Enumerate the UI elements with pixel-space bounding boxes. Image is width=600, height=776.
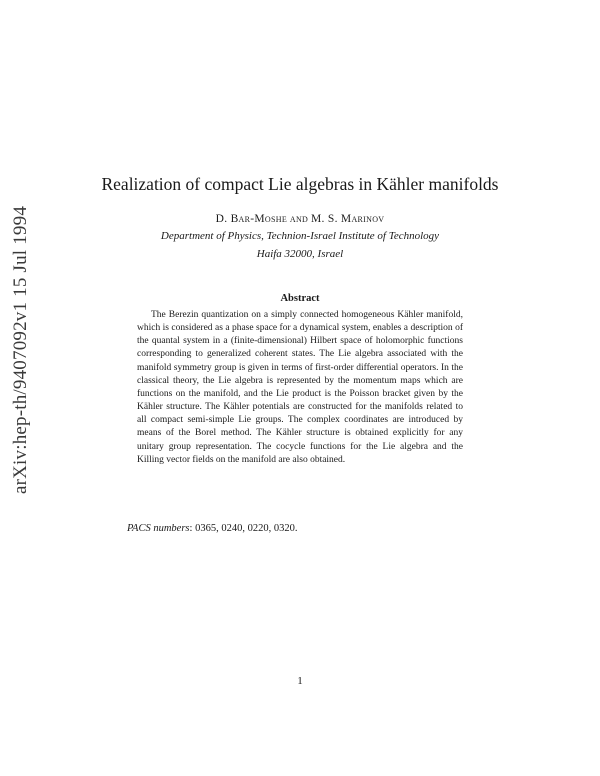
abstract-body: The Berezin quantization on a simply connected homogeneous Kähler manifold, which is considered as a phase space for a dynamical system, enables a description of the quantal system in a (finite-dimensional) Hilbert space of holomorphic functions corresponding to generalized coherent states. The Lie algebra associated with the manifold symmetry group is given in terms of first-order differential operators. In the classical theory, the Lie algebra is represented by the momentum maps which are functions on the manifold, and the Lie product is the Poisson bracket given by the Kähler structure. The Kähler potentials are constructed for the manifolds related to all compact semi-simple Lie groups. The complex coordinates are introduced by means of the Borel method. The Kähler structure is obtained explicitly for any unitary group representation. The cocycle functions for the Lie algebra and the Killing vector fields on the manifold are also obtained. bbox=[137, 310, 463, 465]
affiliation-location: Haifa 32000, Israel bbox=[256, 248, 344, 260]
author-2: M. S. Marinov bbox=[311, 213, 385, 225]
arxiv-identifier: arXiv:hep-th/9407092v1 15 Jul 1994 bbox=[10, 205, 31, 495]
author-line bbox=[0, 213, 600, 225]
pacs-line bbox=[127, 523, 477, 534]
paper-title: Realization of compact Lie algebras in Kähler manifolds bbox=[101, 174, 499, 194]
author-1: D. Bar-Moshe bbox=[215, 213, 288, 225]
affiliation-department: Department of Physics, Technion-Israel Institute of Technology bbox=[160, 230, 440, 242]
page-number: 1 bbox=[297, 675, 303, 687]
author-connector: and bbox=[289, 213, 309, 225]
abstract-heading: Abstract bbox=[280, 293, 320, 304]
pacs-label: PACS numbers bbox=[127, 523, 190, 534]
pacs-values: : 0365, 0240, 0220, 0320. bbox=[189, 523, 298, 534]
